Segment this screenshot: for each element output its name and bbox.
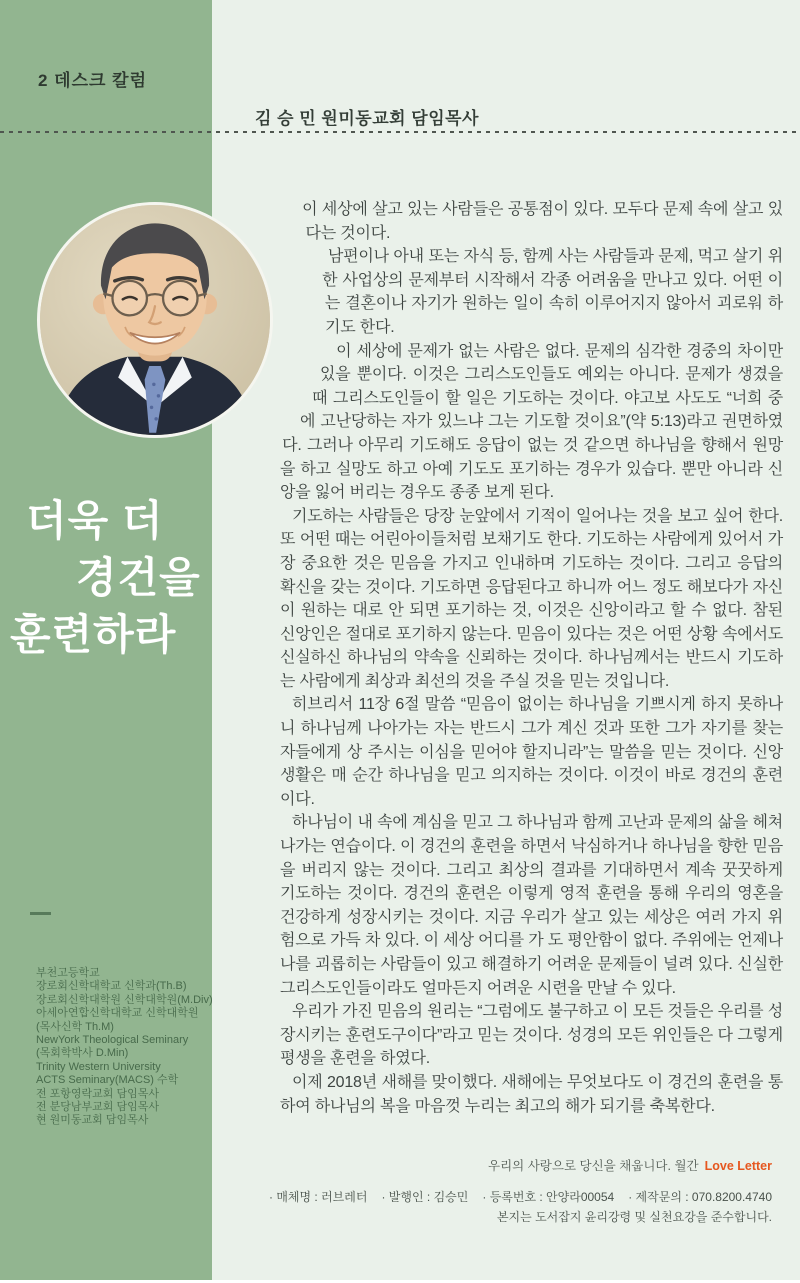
credential-item: ACTS Seminary(MACS) 수학 <box>36 1074 179 1087</box>
article-paragraph: 이 세상에 살고 있는 사람들은 공통점이 있다. 모두다 문제 속에 살고 있다는 것이다. <box>302 201 783 242</box>
footer-tagline <box>488 1156 772 1174</box>
credential-item: 부천고등학교 <box>36 967 100 979</box>
column-title-line1: 더욱 더 <box>26 497 164 544</box>
author-byline: 김 승 민 원미동교회 담임목사 <box>255 109 479 128</box>
publication-info <box>255 1188 772 1205</box>
column-title <box>0 492 212 663</box>
section-label: 2 데스크 칼럼 <box>38 71 148 90</box>
credential-item: 장로회신학대학원 신학대학원(M.Div) <box>36 993 213 1006</box>
article-paragraph: 기도하는 사람들은 당장 눈앞에서 기적이 일어나는 것을 보고 싶어 한다. 또 어떤 때는 어린아이들처럼 보채기도 한다. 기도하는 사람에게 있어서 가장 중요한 것은 믿음을 가지고 인내하며 기도하는 것이다. 그리고 응답의 확신을 갖는 것이다. 기도하면 응답된다고 하니까 어느 정도 해보다가 자신이 원하는 대로 안 되면 포기하는 것, 이것은 신앙이라고 할 수 없다. 참된 신앙인은 절대로 포기하지 않는다. 믿음이 있다는 것은 어떤 상황 속에서도 신실하신 하나님의 약속을 신뢰하는 것이다. 하나님께서는 반드시 기도하는 사람에게 최상과 최선의 것을 주실 것을 믿는 것입니다. <box>280 507 783 690</box>
credential-item: (목사신학 Th.M) <box>36 1020 114 1033</box>
header-dashed-divider <box>0 131 800 133</box>
publication-info-item: · 매체명 : 러브레터 <box>268 1190 368 1204</box>
column-title-line2: 경건을 <box>76 554 201 601</box>
credential-item: 장로회신학대학교 신학과(Th.B) <box>36 980 187 993</box>
publication-info-item: · 제작문의 : 070.8200.4740 <box>628 1190 772 1204</box>
pastor-photo <box>37 202 273 438</box>
article-paragraph: 남편이나 아내 또는 자식 등, 함께 사는 사람들과 문제, 먹고 살기 위한 사업상의 문제부터 시작해서 각종 어려움을 만나고 있다. 어떤 이는 결혼이나 자기가 원하는 일이 속히 이루어지지 않아서 괴로워 하기도 한다. <box>322 248 783 336</box>
footer <box>152 1156 772 1225</box>
article-paragraph: 이제 2018년 새해를 맞이했다. 새해에는 무엇보다도 이 경건의 훈련을 통하여 하나님의 복을 마음껏 누리는 최고의 해가 되기를 축복한다. <box>280 1073 783 1115</box>
credential-item: 전 포항영락교회 담임목사 <box>36 1087 159 1100</box>
footer-compliance: 본지는 도서잡지 윤리강령 및 실천요강을 준수합니다. <box>496 1210 772 1224</box>
publication-info-item: · 등록번호 : 안양라00054 <box>482 1190 615 1204</box>
column-title-line3: 훈련하라 <box>10 611 177 658</box>
article-body <box>280 198 783 1118</box>
credential-item: 전 분당남부교회 담임목사 <box>36 1101 159 1114</box>
credential-item: 아세아연합신학대학교 신학대학원 <box>36 1007 199 1020</box>
credential-item: Trinity Western University <box>36 1060 161 1073</box>
footer-tagline-text: 우리의 사랑으로 당신을 채웁니다. 월간 <box>488 1159 699 1173</box>
footer-brand-name: Love Letter <box>704 1159 772 1173</box>
article-paragraph: 이 세상에 문제가 없는 사람은 없다. 문제의 심각한 경중의 차이만 있을 뿐이다. 이것은 그리스도인들도 예외는 아니다. 문제가 생겼을 때 그리스도인들이 할 일은 기도하는 것이다. 야고보 사도도 “너희 중에 고난당하는 자가 있느냐 그는 기도할 것이요”(약 5:13)라고 권면하였다. 그러나 아무리 기도해도 응답이 없는 것 같으면 하나님을 향해서 원망을 하고 실망도 하고 아예 기도도 포기하는 경우가 있습다. 뿐만 아니라 신앙을 잃어 버리는 경우도 종종 보게 된다. <box>280 342 783 502</box>
credential-item: NewYork Theological Seminary <box>36 1034 189 1047</box>
credential-item: (목회학박사 D.Min) <box>36 1047 129 1060</box>
article-paragraph: 우리가 가진 믿음의 원리는 “그럼에도 불구하고 이 모든 것들은 우리를 성장시키는 훈련도구이다”라고 믿는 것이다. 성경의 모든 위인들은 다 그렇게 평생을 훈련을 하였다. <box>280 1003 783 1068</box>
publication-info-item: · 발행인 : 김승민 <box>381 1190 469 1204</box>
credentials-list <box>36 967 216 1128</box>
pastor-portrait-illustration <box>40 205 270 435</box>
credentials-dash <box>30 912 51 915</box>
credential-item: 현 원미동교회 담임목사 <box>36 1114 149 1127</box>
article-paragraph: 히브리서 11장 6절 말씀 “믿음이 없이는 하나님을 기쁘시게 하지 못하나니 하나님께 나아가는 자는 반드시 그가 계신 것과 또한 그가 자기를 찾는 자들에게 상 주시는 이심을 믿어야 할지니라”는 말씀을 믿는 것이다. 신앙생활은 매 순간 하나님을 믿고 의지하는 것이다. 이것이 바로 경건의 훈련이다. <box>280 696 783 808</box>
article-paragraph: 하나님이 내 속에 계심을 믿고 그 하나님과 함께 고난과 문제의 삶을 헤쳐 나가는 연습이다. 이 경건의 훈련을 하면서 낙심하거나 하나님을 향한 믿음을 버리지 않는 것이다. 그리고 최상의 결과를 기대하면서 계속 꿋꿋하게 기도하는 것이다. 경건의 훈련은 이렇게 영적 훈련을 통해 우리의 영혼을 건강하게 성장시키는 것이다. 지금 우리가 살고 있는 세상은 여러 가지 위험으로 가득 차 있다. 이 세상 어디를 가 도 평안함이 없다. 주위에는 언제나 나를 괴롭히는 사람들이 있고 해결하기 어려운 문제들이 널려 있다. 신실한 그리스도인들이라도 얼마든지 어려운 시련을 만날 수 있다. <box>280 814 783 997</box>
